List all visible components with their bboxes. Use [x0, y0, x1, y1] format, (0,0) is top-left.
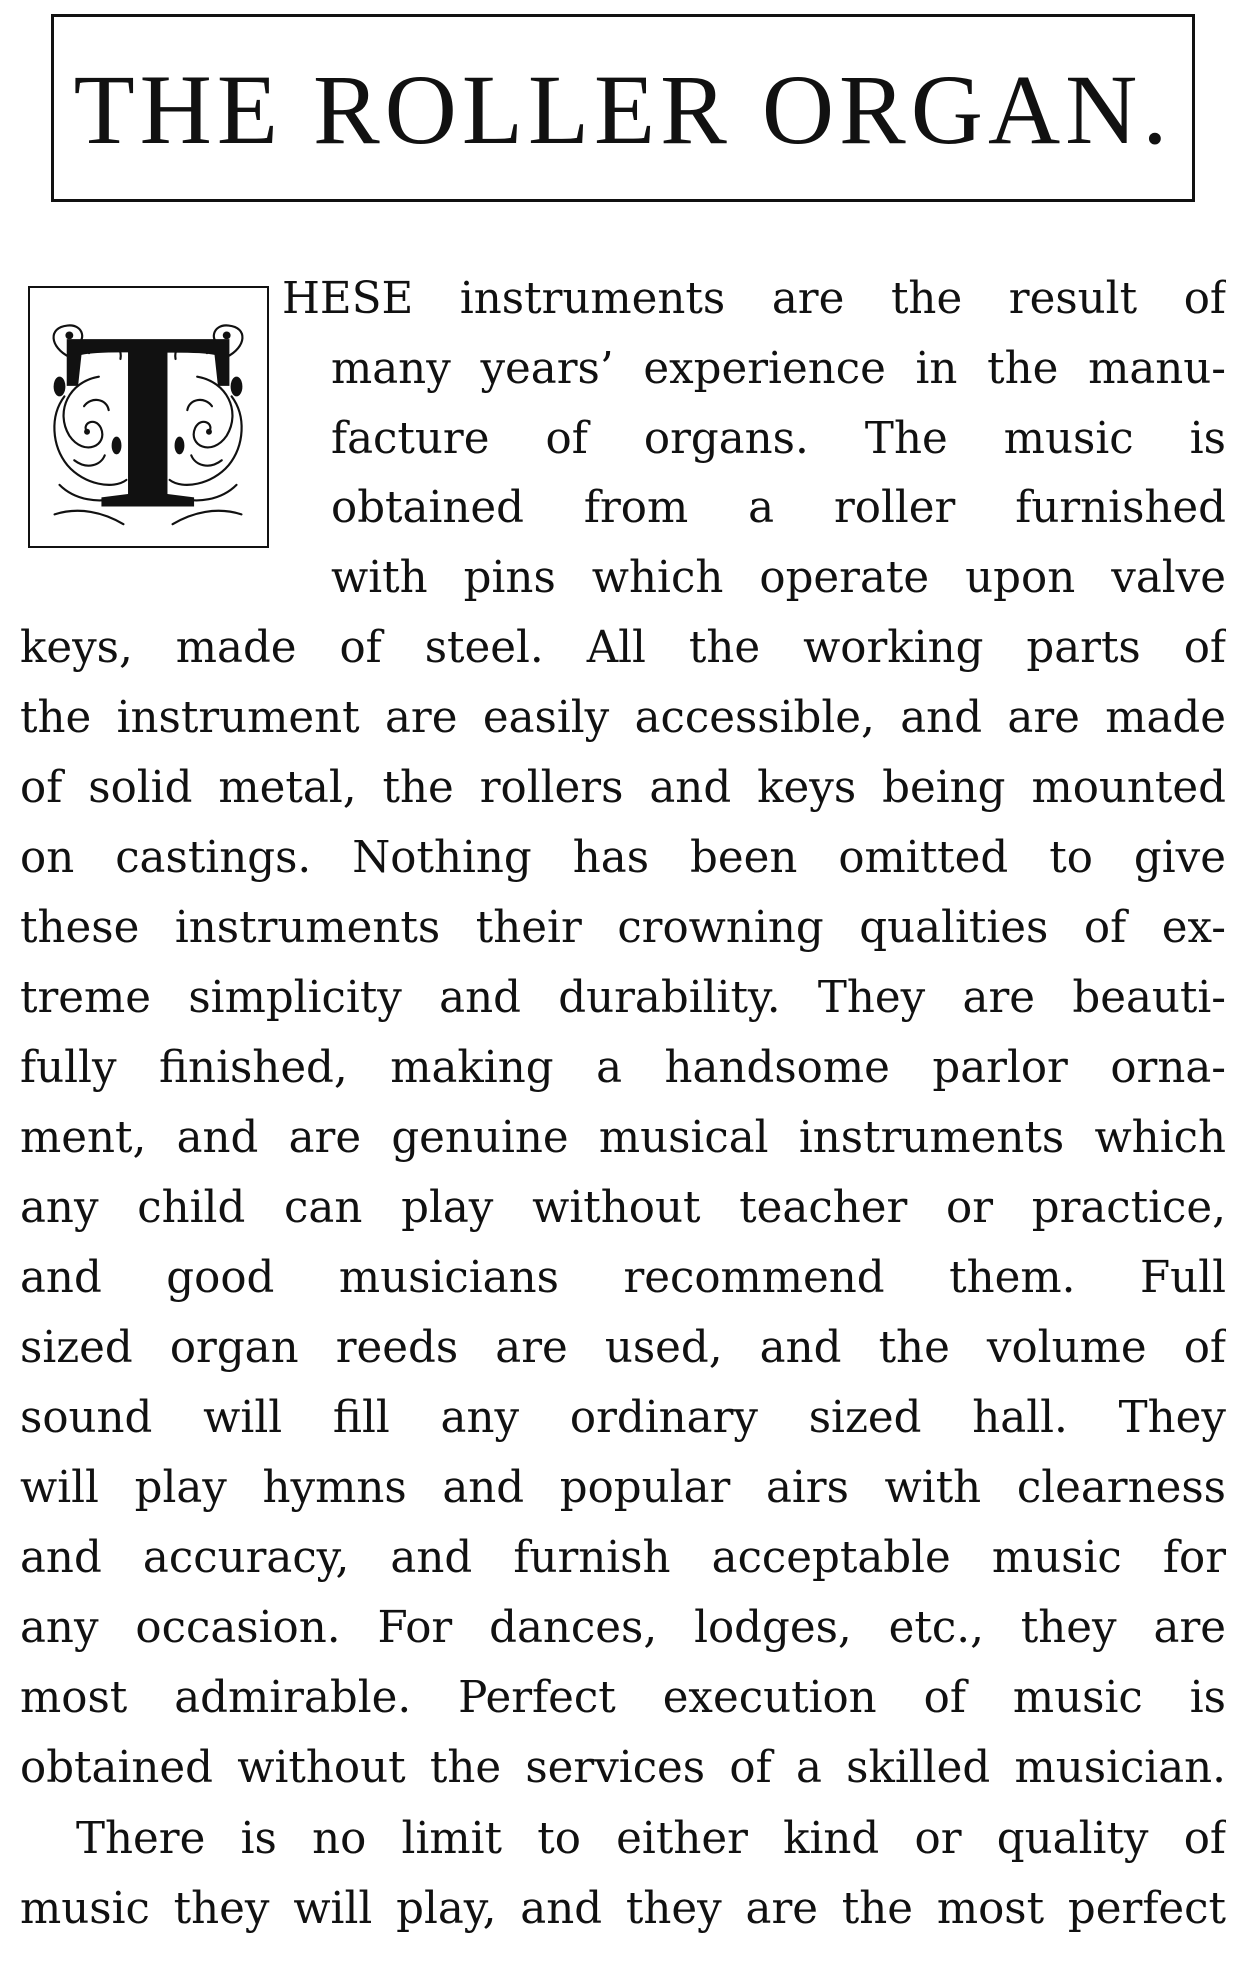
text-line: these instruments their crowning qualities of ex- — [20, 907, 1226, 953]
title-frame — [51, 14, 1195, 202]
text-line: most admirable. Perfect execution of music is — [20, 1677, 1226, 1723]
text-line: any occasion. For dances, lodges, etc., they are — [20, 1607, 1226, 1653]
text-line: ment, and are genuine musical instruments which — [20, 1117, 1226, 1163]
text-line: HESE instruments are the result of — [282, 278, 1226, 324]
text-line: any child can play without teacher or practice, — [20, 1187, 1226, 1233]
text-line: There is no limit to either kind or quality of — [76, 1818, 1226, 1864]
text-line: will play hymns and popular airs with clearness — [20, 1467, 1226, 1513]
text-line: sound will fill any ordinary sized hall. They — [20, 1397, 1226, 1443]
text-line: the instrument are easily accessible, and are made — [20, 697, 1226, 743]
text-line: music they will play, and they are the most perfect — [20, 1888, 1226, 1934]
ornamental-dropcap — [28, 286, 269, 548]
text-line: and accuracy, and furnish acceptable music for — [20, 1537, 1226, 1583]
page-title: THE ROLLER ORGAN. — [73, 54, 1173, 165]
text-line: facture of organs. The music is — [331, 418, 1226, 464]
text-line: fully finished, making a handsome parlor orna- — [20, 1047, 1226, 1093]
text-line: many years’ experience in the manu- — [331, 348, 1226, 394]
dropcap-letter: T — [62, 288, 234, 546]
text-line: keys, made of steel. All the working parts of — [20, 627, 1226, 673]
text-line: obtained from a roller furnished — [331, 487, 1226, 533]
text-line: of solid metal, the rollers and keys being mounted — [20, 767, 1226, 813]
text-line: treme simplicity and durability. They are beauti- — [20, 977, 1226, 1023]
text-line: with pins which operate upon valve — [331, 557, 1226, 603]
text-line: and good musicians recommend them. Full — [20, 1257, 1226, 1303]
text-line: sized organ reeds are used, and the volume of — [20, 1327, 1226, 1373]
text-line: obtained without the services of a skilled musician. — [20, 1747, 1226, 1793]
dropcap-flourish-icon — [30, 288, 267, 546]
text-line: on castings. Nothing has been omitted to give — [20, 837, 1226, 883]
